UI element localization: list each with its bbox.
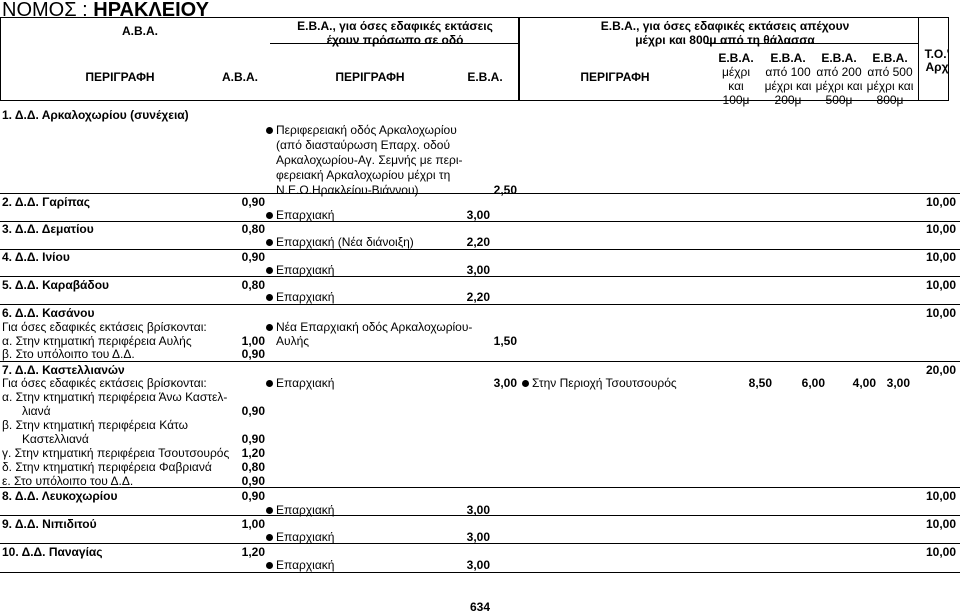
district-7-c: γ. Στην κτηματική περιφέρεια Τσουτσουρός [2, 446, 230, 460]
district-7-b-line2: Καστελλιανά [22, 432, 89, 446]
district-7-to: 20,00 [925, 363, 956, 377]
page-number: 634 [469, 600, 491, 614]
district-7-sea-area: Στην Περιοχή Τσουτσουρός [532, 376, 677, 390]
header-to-line2: Αρχ [925, 60, 949, 74]
header-perigrafi-2: ΠΕΡΙΓΡΑΦΗ [335, 70, 405, 84]
district-7-sea-800: 3,00 [886, 376, 910, 390]
district-7-sea-100: 8,50 [748, 376, 772, 390]
row-line [0, 543, 960, 544]
header-eba-1: Ε.Β.Α. [467, 70, 503, 84]
district-1-road-line5: Ν.Ε.Ο.Ηρακλείου-Βιάννου) [276, 183, 419, 197]
district-10: 10. Δ.Δ. Παναγίας [2, 545, 103, 559]
district-8: 8. Δ.Δ. Λευκοχωρίου [2, 489, 118, 503]
district-9-road: Επαρχιακή [276, 530, 335, 544]
bullet-icon [266, 534, 273, 541]
district-7: 7. Δ.Δ. Καστελλιανών [2, 363, 125, 377]
district-7-a-line1: α. Στην κτηματική περιφέρεια Άνω Καστελ- [2, 390, 228, 404]
district-7-a-aba: 0,90 [241, 404, 265, 418]
bullet-icon [266, 562, 273, 569]
district-9-to: 10,00 [925, 517, 956, 531]
district-1-road-line2: (από διασταύρωση Επαρχ. οδού [276, 138, 451, 152]
district-7-a-line2: λιανά [22, 404, 51, 418]
district-7-d-aba: 0,80 [241, 460, 265, 474]
district-7-road: Επαρχιακή [276, 376, 335, 390]
district-5-road: Επαρχιακή [276, 290, 335, 304]
header-perigrafi-3: ΠΕΡΙΓΡΑΦΗ [580, 70, 650, 84]
row-line [0, 572, 960, 573]
district-9-aba: 1,00 [241, 517, 265, 531]
district-8-to: 10,00 [925, 489, 956, 503]
district-4: 4. Δ.Δ. Ινίου [2, 250, 70, 264]
district-6-a-aba: 1,00 [241, 334, 265, 348]
district-7-b-aba: 0,90 [241, 432, 265, 446]
row-line [0, 276, 960, 277]
district-10-road: Επαρχιακή [276, 558, 335, 572]
district-3-road: Επαρχιακή (Νέα διάνοιξη) [276, 235, 414, 249]
row-line [0, 249, 960, 250]
district-6-a: α. Στην κτηματική περιφέρεια Αυλής [2, 334, 192, 348]
header-eba-sea-line1: Ε.Β.Α., για όσες εδαφικές εκτάσεις απέχουν [600, 19, 850, 33]
district-1: 1. Δ.Δ. Αρκαλοχωρίου (συνέχεια) [2, 108, 189, 122]
row-line [0, 304, 960, 305]
bullet-icon [266, 127, 273, 134]
district-2: 2. Δ.Δ. Γαρίπας [2, 195, 90, 209]
district-7-e: ε. Στο υπόλοιπο του Δ.Δ. [2, 474, 134, 488]
header-to-line1: Τ.Ο.' [924, 47, 950, 61]
district-7-e-aba: 0,90 [241, 474, 265, 488]
bullet-icon [266, 507, 273, 514]
district-7-sea-200: 6,00 [801, 376, 825, 390]
district-5-aba: 0,80 [241, 278, 265, 292]
bullet-icon [522, 380, 529, 387]
document-page: ΝΟΜΟΣ : ΗΡΑΚΛΕΙΟΥ Α.Β.Α. ΠΕΡΙΓΡΑΦΗ Α.Β.Α. Ε.Β.Α., για όσες εδαφικές εκτάσεις έχουν πρόσωπο σε οδό ΠΕΡΙΓΡΑΦΗ Ε.Β.Α. Ε.Β.Α., για όσες εδαφικές εκτάσεις απέχουν μέχρι και 800μ από τη θάλασσα ΠΕΡΙΓΡΑΦΗ Ε.Β.Α. μέχρι και 100μ Ε.Β.Α. από 100 μέχρι και 200μ Ε.Β.Α. από 200 μέχρι και 500μ Ε.Β.Α. από 500 μέχρι και 800μ Τ.Ο.' Αρχ 1. Δ.Δ. Αρκαλοχωρίου (συνέχεια) Περιφερειακή οδός Αρκαλοχωρίου (από διασταύρωση Επαρχ. οδού Αρκαλοχωρίου-Αγ. Σεμνής με περι- φερειακή Αρκαλοχωρίου μέχρι τη Ν.Ε.Ο.Ηρακλείου-Βιάννου) 2,50 2. Δ.Δ. Γαρίπας 0,90 10,00 Επαρχιακή 3,00 3. Δ.Δ. Δεματίου 0,80 10,00 Επαρχιακή (Νέα διάνοιξη) 2,20 4. Δ.Δ. Ινίου 0,90 10,00 Επαρχιακή 3,00 5. Δ.Δ. Καραβάδου 0,80 10,00 Επαρχιακή 2,20 6. Δ.Δ. Κασάνου 10,00 Για όσες εδαφικές εκτάσεις βρίσκονται: α. Στην κτηματική περιφέρεια Αυλής 1,00 β. Στο υπόλοιπο του Δ.Δ. 0,90 Νέα Επαρχιακή οδός Αρκαλοχωρίου- Αυλής 1,50 7. Δ.Δ. Καστελλιανών 20,00 Για όσες εδαφικές εκτάσεις βρίσκονται: Επαρχιακή 3,00 Στην Περιοχή Τσουτσουρός 8,50 6,00 4,00 3,00 α. Στην κτηματική περιφέρεια Άνω Καστελ- λιανά 0,90 β. Στην κτηματική περιφέρεια Κάτω Καστελλιανά 0,90 γ. Στην κτηματική περιφέρεια Τσουτσουρός 1,20 δ. Στην κτηματική περιφέρεια Φαβριανά 0,80 ε. Στο υπόλοιπο του Δ.Δ. 0,90 8. Δ.Δ. Λευκοχωρίου 0,90 10,00 Επαρχιακή 3,00 9. Δ.Δ. Νιπιδιτού 1,00 10,00 Επαρχιακή 3,00 10. Δ.Δ. Παναγίας 1,20 10,00 Επαρχιακή 3,00 634 [0, 0, 960, 614]
district-8-road: Επαρχιακή [276, 503, 335, 517]
district-3-aba: 0,80 [241, 222, 265, 236]
district-10-aba: 1,20 [241, 545, 265, 559]
district-2-to: 10,00 [925, 195, 956, 209]
district-6-road-line2: Αυλής [276, 334, 310, 348]
district-1-road-line4: φερειακή Αρκαλοχωρίου μέχρι τη [276, 168, 451, 182]
header-perigrafi-1: ΠΕΡΙΓΡΑΦΗ [85, 70, 155, 84]
district-2-road: Επαρχιακή [276, 208, 335, 222]
district-10-to: 10,00 [925, 545, 956, 559]
district-4-eba: 3,00 [466, 263, 490, 277]
row-line [0, 361, 960, 362]
district-6-b: β. Στο υπόλοιπο του Δ.Δ. [2, 347, 135, 361]
district-3-eba: 2,20 [466, 235, 490, 249]
row-line [0, 487, 960, 488]
district-7-intro: Για όσες εδαφικές εκτάσεις βρίσκονται: [2, 376, 207, 390]
district-8-aba: 0,90 [241, 489, 265, 503]
row-line [0, 193, 960, 194]
district-6-to: 10,00 [925, 306, 956, 320]
header-eba-road-line1: Ε.Β.Α., για όσες εδαφικές εκτάσεις [297, 19, 493, 33]
district-1-road-line3: Αρκαλοχωρίου-Αγ. Σεμνής με περι- [276, 153, 463, 167]
district-9: 9. Δ.Δ. Νιπιδιτού [2, 517, 97, 531]
district-6-b-aba: 0,90 [241, 347, 265, 361]
district-7-sea-500: 4,00 [852, 376, 876, 390]
header-aba-1: Α.Β.Α. [222, 70, 258, 84]
district-5: 5. Δ.Δ. Καραβάδου [2, 278, 110, 292]
bullet-icon [266, 267, 273, 274]
district-2-eba: 3,00 [466, 208, 490, 222]
bullet-icon [266, 212, 273, 219]
bullet-icon [266, 239, 273, 246]
district-10-eba: 3,00 [466, 558, 490, 572]
district-3-to: 10,00 [925, 222, 956, 236]
district-7-c-aba: 1,20 [241, 446, 265, 460]
district-6: 6. Δ.Δ. Κασάνου [2, 306, 95, 320]
district-7-b-line1: β. Στην κτηματική περιφέρεια Κάτω [2, 418, 188, 432]
district-2-aba: 0,90 [241, 195, 265, 209]
bullet-icon [266, 380, 273, 387]
bullet-icon [266, 294, 273, 301]
district-4-to: 10,00 [925, 250, 956, 264]
district-4-aba: 0,90 [241, 250, 265, 264]
district-7-d: δ. Στην κτηματική περιφέρεια Φαβριανά [2, 460, 212, 474]
district-9-eba: 3,00 [466, 530, 490, 544]
row-line [0, 515, 960, 516]
bullet-icon [266, 324, 273, 331]
district-6-eba: 1,50 [493, 334, 517, 348]
header-eba-road-line2: έχουν πρόσωπο σε οδό [326, 33, 464, 47]
district-5-eba: 2,20 [466, 290, 490, 304]
header-aba-top: Α.Β.Α. [122, 24, 158, 38]
district-1-road-line1: Περιφερειακή οδός Αρκαλοχωρίου [276, 123, 457, 137]
district-6-road-line1: Νέα Επαρχιακή οδός Αρκαλοχωρίου- [276, 320, 473, 334]
header-eba-sea-line2: μέχρι και 800μ από τη θάλασσα [635, 33, 815, 47]
row-line [0, 221, 960, 222]
district-6-intro: Για όσες εδαφικές εκτάσεις βρίσκονται: [2, 320, 207, 334]
district-8-eba: 3,00 [466, 503, 490, 517]
district-1-eba: 2,50 [493, 183, 517, 197]
page-title: ΝΟΜΟΣ : ΗΡΑΚΛΕΙΟΥ [2, 0, 210, 21]
district-4-road: Επαρχιακή [276, 263, 335, 277]
district-3: 3. Δ.Δ. Δεματίου [2, 222, 94, 236]
district-5-to: 10,00 [925, 278, 956, 292]
district-7-eba: 3,00 [493, 376, 517, 390]
